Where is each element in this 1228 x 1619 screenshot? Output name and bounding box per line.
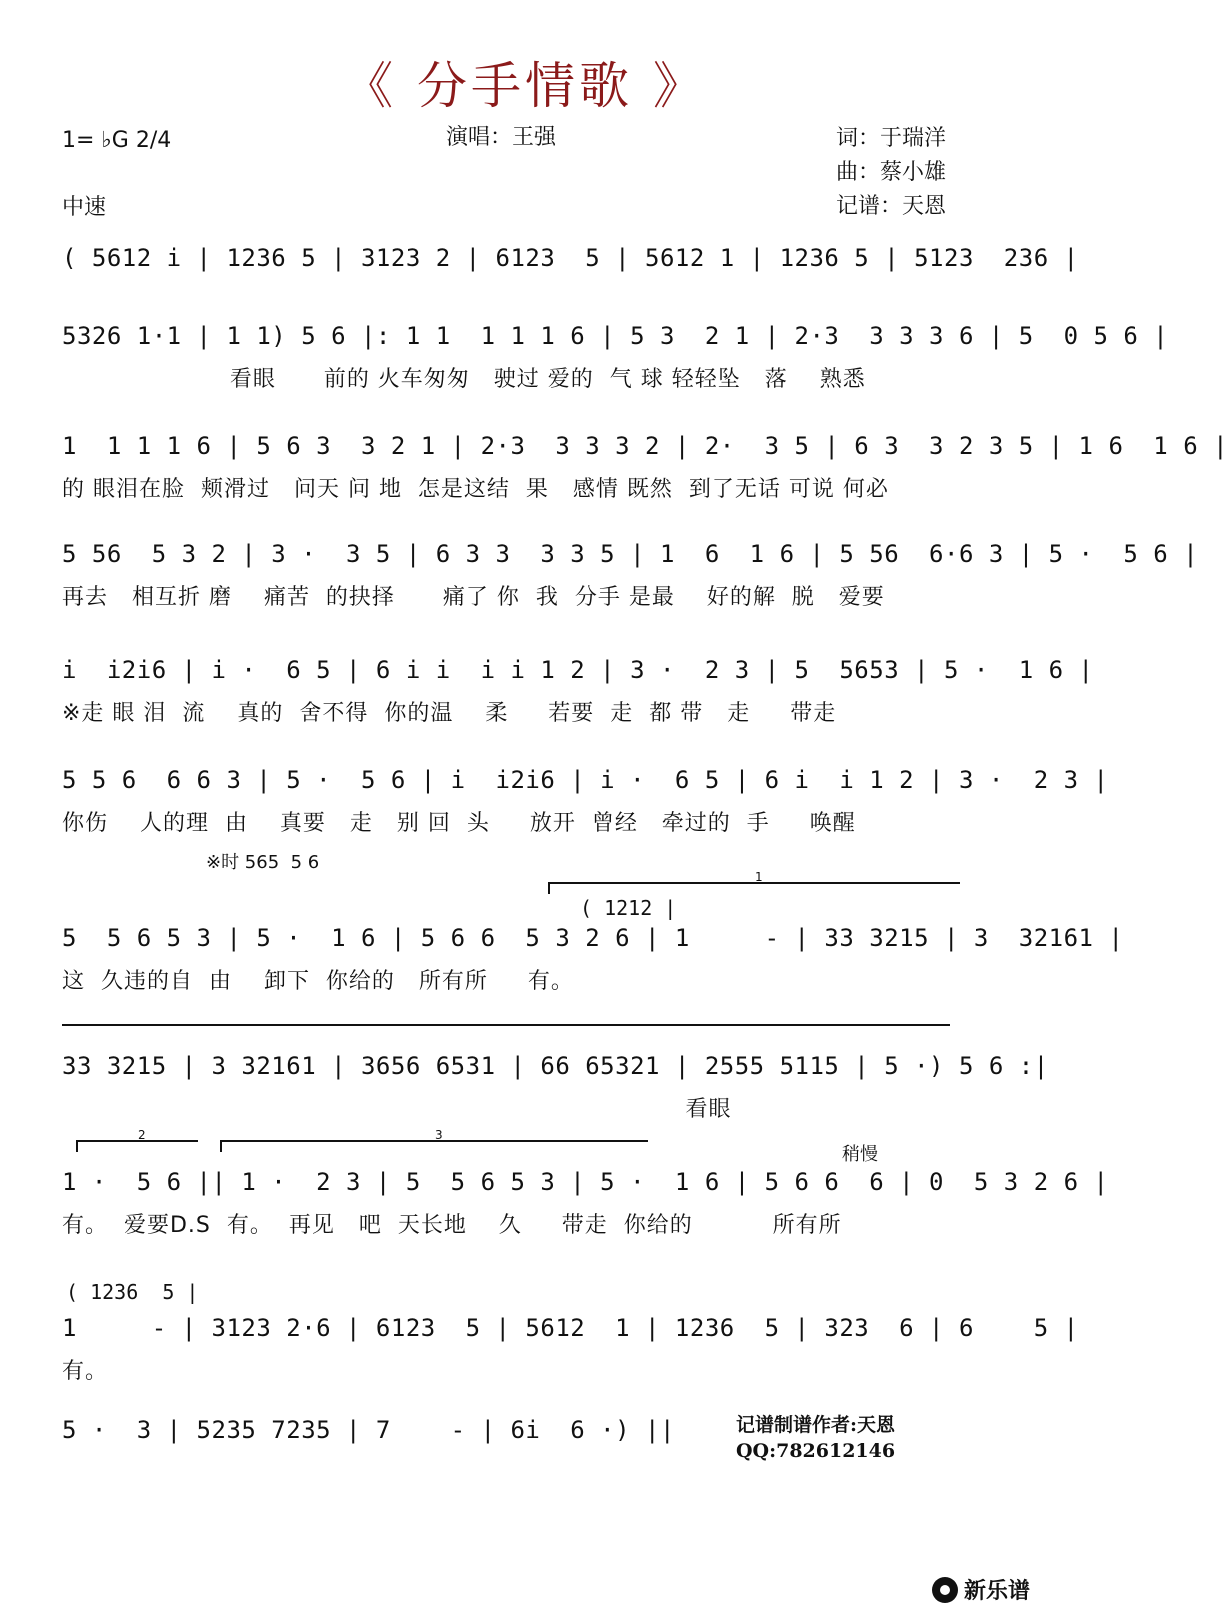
lyrics-row: 再去 相互折 磨 痛苦 的抉择 痛了 你 我 分手 是最 好的解 脱 爱要 [62, 585, 885, 610]
singer-credit: 演唱：王强 [446, 125, 557, 150]
logo-text: 新乐谱 [963, 1579, 1030, 1604]
ending-bracket-3 [220, 1128, 648, 1152]
notation-row: i i2i6 | i · 6 5 | 6 i i i i 1 2 | 3 · 2 3 | 5 5653 | 5 · 1 6 | [62, 656, 1094, 684]
lyricist-credit: 词：于瑞洋 [835, 126, 946, 151]
lyrics-row: ※走 眼 泪 流 真的 舍不得 你的温 柔 若要 走 都 带 走 带走 [62, 701, 837, 726]
ending-bracket-1 [548, 870, 960, 894]
notation-row: 5 5 6 6 6 3 | 5 · 5 6 | i i2i6 | i · 6 5 | 6 i i 1 2 | 3 · 2 3 | [62, 766, 1109, 794]
notation-row: 5 56 5 3 2 | 3 · 3 5 | 6 3 3 3 3 5 | 1 6 1 6 | 5 56 6·6 3 | 5 · 5 6 | [62, 540, 1199, 568]
notation-row: 33 3215 | 3 32161 | 3656 6531 | 66 65321 | 2555 5115 | 5 ·) 5 6 :| [62, 1052, 1049, 1080]
ending-number: 3 [435, 1128, 443, 1142]
notation-row: 1 - | 3123 2·6 | 6123 5 | 5612 1 | 1236 5 | 323 6 | 6 5 | [62, 1314, 1079, 1342]
score-system-6 [62, 766, 1109, 837]
credits-block [836, 122, 946, 224]
record-icon [932, 1577, 958, 1603]
score-system-11 [62, 1416, 675, 1444]
footer-qq: QQ:782612146 [736, 1440, 896, 1462]
transcriber-credit: 记谱：天恩 [835, 194, 946, 219]
lyrics-row: 这 久违的自 由 卸下 你给的 所有所 有。 [62, 969, 574, 994]
footer-author: 记谱制谱作者:天恩 [736, 1414, 896, 1436]
notation-row: 1 1 1 1 6 | 5 6 3 3 2 1 | 2·3 3 3 3 2 | 2· 3 5 | 6 3 3 2 3 5 | 1 6 1 6 | [62, 432, 1228, 460]
ending-continuation-line [62, 1024, 950, 1036]
site-logo [932, 1574, 1030, 1605]
lyrics-row: 看眼 [62, 1097, 732, 1122]
notation-row: 5 · 3 | 5235 7235 | 7 - | 6i 6 ·) || [62, 1416, 675, 1444]
key-signature: 1= ♭G 2/4 [62, 128, 172, 153]
notation-row: 5 5 6 5 3 | 5 · 1 6 | 5 6 6 5 3 2 6 | 1 - | 33 3215 | 3 32161 | [62, 924, 1124, 952]
footer-credits [736, 1412, 895, 1464]
dal-segno-variant: ※时 565 5 6 [206, 852, 320, 873]
score-system-5 [62, 656, 1094, 727]
lyrics-row: 有。 [62, 1359, 109, 1384]
score-system-8 [62, 1052, 1049, 1123]
ending-number: 1 [755, 870, 763, 884]
lyrics-row: 看眼 前的 火车匆匆 驶过 爱的 气 球 轻轻坠 落 熟悉 [62, 367, 866, 392]
song-title: 《 分手情歌 》 [343, 57, 707, 115]
score-system-4 [62, 540, 1199, 611]
lyrics-row: 的 眼泪在脸 颊滑过 问天 问 地 怎是这结 果 感情 既然 到了无话 可说 何必 [62, 477, 889, 502]
score-system-9 [62, 1168, 1109, 1239]
slower-marking: 稍慢 [842, 1144, 878, 1165]
notation-row: 1 · 5 6 || 1 · 2 3 | 5 5 6 5 3 | 5 · 1 6 | 5 6 6 6 | 0 5 3 2 6 | [62, 1168, 1109, 1196]
tempo-marking: 中速 [62, 195, 107, 220]
ending-number: 2 [138, 1128, 146, 1142]
alt-phrase-2: ( 1236 5 | [66, 1280, 199, 1304]
score-system-3 [62, 432, 1228, 503]
notation-row: 5326 1·1 | 1 1) 5 6 |: 1 1 1 1 1 6 | 5 3 2 1 | 2·3 3 3 3 6 | 5 0 5 6 | [62, 322, 1169, 350]
score-system-10 [62, 1314, 1079, 1385]
score-system-2 [62, 322, 1169, 393]
lyrics-row: 你伤 人的理 由 真要 走 别 回 头 放开 曾经 牵过的 手 唤醒 [62, 811, 856, 836]
score-system-1 [62, 244, 1079, 272]
alt-phrase: ( 1212 | [580, 896, 677, 920]
composer-credit: 曲：蔡小雄 [835, 160, 946, 185]
score-system-7 [62, 924, 1124, 995]
lyrics-row: 有。 爱要D.S 有。 再见 吧 天长地 久 带走 你给的 所有所 [62, 1213, 842, 1238]
notation-row: ( 5612 i | 1236 5 | 3123 2 | 6123 5 | 5612 1 | 1236 5 | 5123 236 | [62, 244, 1079, 272]
ending-bracket-2 [76, 1128, 198, 1152]
